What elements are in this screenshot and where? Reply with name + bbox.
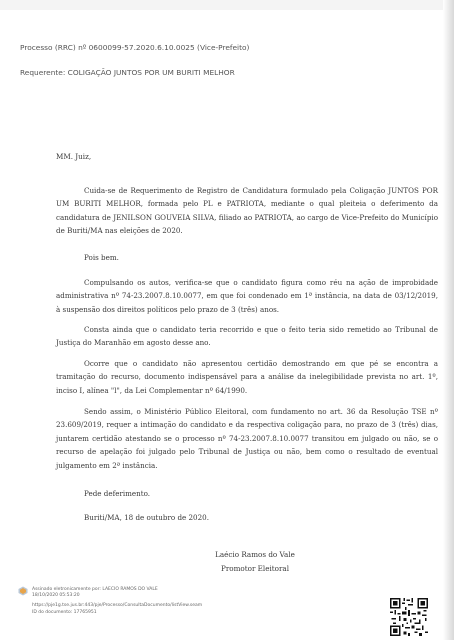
- verification-url[interactable]: https://pje1g.tse.jus.br:443/pje/Processo/ConsultaDocumento/listView.seam: [32, 603, 203, 608]
- paragraph-3-text: Compulsando os autos, verifica-se que o candidato figura como réu na ação de improbidade administrativa nº 74-23.2007.8.10.0077, em que foi condenado em 1ª instância, na data de 03/12/2019, à suspensão dos direitos políticos pelo prazo de 3 (três) anos.: [56, 278, 438, 314]
- signed-datetime: 18/10/2020 05:53:20: [32, 593, 80, 598]
- process-number: Processo (RRC) nº 0600099-57.2020.6.10.0025 (Vice-Prefeito): [20, 43, 250, 52]
- signatory-name: Laécio Ramos do Vale: [215, 550, 295, 559]
- requester: Requerente: COLIGAÇÃO JUNTOS POR UM BURITI MELHOR: [20, 68, 235, 77]
- signed-by-prefix: Assinado eletronicamente por:: [32, 587, 101, 592]
- top-edge: [0, 0, 454, 10]
- signatory-title: Promotor Eleitoral: [220, 564, 289, 573]
- paragraph-1-text: Cuida-se de Requerimento de Registro de Candidatura formulado pela Coligação JUNTOS POR UM BURITI MELHOR, formada pelo PL e PATRIOTA, mediante o qual pleiteia o deferimento da candidatura de JENILSON GOUVEIA SILVA, filiado ao PATRIOTA, ao cargo de Vice-Prefeito do Município de Buriti/MA nas eleições de 2020.: [56, 186, 438, 236]
- paragraph-7: [56, 487, 438, 500]
- paragraph-1: [56, 184, 438, 238]
- paragraph-3: [56, 276, 438, 316]
- paragraph-6: [56, 405, 438, 472]
- paragraph-7-text: Pede deferimento.: [84, 489, 151, 498]
- paragraph-5-text: Ocorre que o candidato não apresentou certidão demostrando em que pé se encontra a tramitação do recurso, documento indispensável para a análise da inelegibilidade prevista no art. 1º, inciso I, alínea "l", da Lei Complementar nº 64/1990.: [56, 359, 438, 395]
- paragraph-4: [56, 323, 438, 350]
- document-id: ID do documento: 17765951: [32, 610, 97, 615]
- date-line: [56, 511, 438, 524]
- salutation: MM. Juiz,: [56, 152, 92, 161]
- paragraph-4-text: Consta ainda que o candidato teria recorrido e que o feito teria sido remetido ao Tribunal de Justiça do Maranhão em agosto desse ano.: [56, 325, 438, 348]
- paragraph-2: [56, 251, 438, 264]
- paragraph-5: [56, 357, 438, 397]
- paragraph-6-text: Sendo assim, o Ministério Público Eleitoral, com fundamento no art. 36 da Resolução TSE nº 23.609/2019, requer a intimação do candidato e da respectiva coligação para, no prazo de 3 (três) dias, juntarem certidão atestando se o processo nº 74-23.2007.8.10.0077 transitou em julgado ou não, se o recurso de apelação foi julgado pelo Tribunal de Justiça ou não, bem como o resultado de eventual julgamento em 2ª instância.: [56, 407, 438, 470]
- qr-code: [390, 598, 428, 636]
- signer-name: LAECIO RAMOS DO VALE: [102, 587, 158, 592]
- date-text: Buriti/MA, 18 de outubro de 2020.: [84, 513, 209, 522]
- signature-stamp-icon: [18, 586, 28, 596]
- paragraph-2-text: Pois bem.: [84, 253, 119, 262]
- page-edge-shadow: [443, 0, 454, 640]
